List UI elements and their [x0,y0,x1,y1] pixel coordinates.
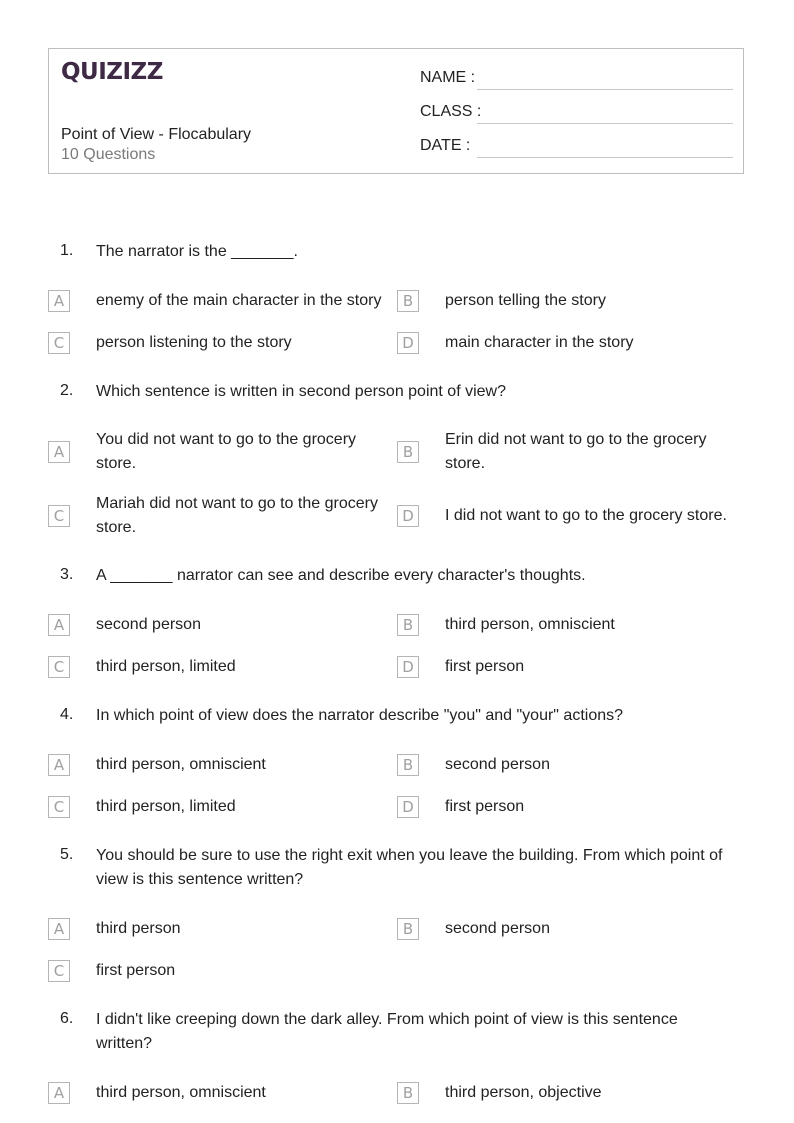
option-c-text: Mariah did not want to go to the grocery store. [96,495,378,536]
option-a-text: second person [96,616,201,633]
option-d-text: I did not want to go to the grocery store. [445,507,727,524]
question-number: 4. [60,706,74,723]
option-c-box[interactable]: C [48,505,70,527]
option-d-box[interactable]: D [397,332,419,354]
option-a-box[interactable]: A [48,441,70,463]
option-a-text: third person, omniscient [96,1084,266,1101]
option-a-box[interactable]: A [48,1082,70,1104]
option-a-text: enemy of the main character in the story [96,292,382,309]
option-c-text: person listening to the story [96,334,292,351]
option-c-text: third person, limited [96,798,236,815]
question-count: 10 Questions [61,146,156,163]
option-a-box[interactable]: A [48,614,70,636]
option-a-box[interactable]: A [48,290,70,312]
option-a-box[interactable]: A [48,754,70,776]
class-line[interactable] [477,123,733,124]
worksheet-header [48,48,744,174]
option-d-text: main character in the story [445,334,634,351]
option-b-text: third person, objective [445,1084,602,1101]
option-b-text: second person [445,920,550,937]
quizizz-logo: QUIZIZZ [61,59,163,85]
option-c-box[interactable]: C [48,960,70,982]
question-number: 5. [60,846,74,863]
date-label: DATE : [420,137,471,154]
option-b-box[interactable]: B [397,290,419,312]
option-b-box[interactable]: B [397,441,419,463]
option-b-text: second person [445,756,550,773]
question-number: 2. [60,382,74,399]
question-text: The narrator is the _______. [96,243,298,260]
option-a-text: You did not want to go to the grocery store. [96,431,357,472]
option-d-box[interactable]: D [397,505,419,527]
option-a-box[interactable]: A [48,918,70,940]
option-c-text: first person [96,962,176,979]
option-d-box[interactable]: D [397,796,419,818]
option-b-text: Erin did not want to go to the grocery store. [445,431,707,472]
option-c-text: third person, limited [96,658,236,675]
option-c-box[interactable]: C [48,332,70,354]
question-text: Which sentence is written in second person point of view? [96,383,506,400]
option-b-box[interactable]: B [397,918,419,940]
question-number: 3. [60,566,74,583]
question-text: I didn't like creeping down the dark alley. From which point of view is this sentence written? [96,1011,678,1052]
option-a-text: third person [96,920,181,937]
option-b-box[interactable]: B [397,1082,419,1104]
question-number: 1. [60,242,74,259]
name-line[interactable] [477,89,733,90]
option-d-text: first person [445,658,525,675]
worksheet-title: Point of View - Flocabulary [61,126,252,143]
date-line[interactable] [477,157,733,158]
option-d-box[interactable]: D [397,656,419,678]
name-label: NAME : [420,69,476,86]
option-b-box[interactable]: B [397,754,419,776]
option-b-text: person telling the story [445,292,606,309]
option-c-box[interactable]: C [48,656,70,678]
question-text: A _______ narrator can see and describe every character's thoughts. [96,567,586,584]
question-number: 6. [60,1010,74,1027]
option-b-box[interactable]: B [397,614,419,636]
option-d-text: first person [445,798,525,815]
option-c-box[interactable]: C [48,796,70,818]
question-text: In which point of view does the narrator describe "you" and "your" actions? [96,707,624,724]
class-label: CLASS : [420,103,482,120]
question-text: You should be sure to use the right exit when you leave the building. From which point of view is this sentence written? [96,847,723,888]
option-a-text: third person, omniscient [96,756,266,773]
option-b-text: third person, omniscient [445,616,615,633]
